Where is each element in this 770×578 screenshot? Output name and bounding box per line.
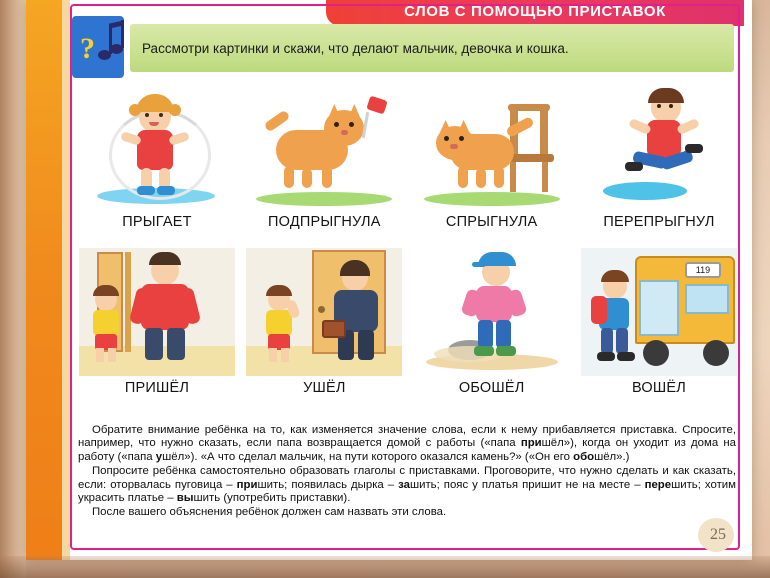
boy-leg-left <box>96 348 104 362</box>
notes-paragraph-3: После вашего объяснения ребёнок должен сам назвать эти слова. <box>92 506 447 519</box>
ground-shadow <box>256 192 392 206</box>
bus-route-number: 119 <box>695 265 711 275</box>
notes-p2-bold3: пере <box>644 478 672 491</box>
cat-jumping-up-illustration <box>246 82 402 210</box>
father-hair <box>149 252 181 265</box>
music-note-question-icon <box>72 16 124 78</box>
notes-p1-bold2: у <box>155 450 163 463</box>
notes-p1-seg3: шёл»). «А что сделал мальчик, на пути которого оказался камень?» («Он его <box>162 450 574 463</box>
boy-leg-left <box>478 320 493 348</box>
girl-pigtail-right <box>169 104 181 116</box>
cat-leg-1 <box>458 166 468 188</box>
notes-paragraph-1 <box>78 424 736 464</box>
parent-notes-text <box>78 424 736 521</box>
father-leaving-illustration <box>246 248 402 376</box>
boy-backpack <box>591 296 607 324</box>
bus-window <box>685 284 729 314</box>
ground-shadow <box>424 192 560 206</box>
notes-p2-bold4: вы <box>176 492 194 505</box>
boy-leg-right <box>616 328 628 354</box>
picture-cell-boy-walked-around <box>413 248 571 396</box>
bus-wheel-rear <box>703 340 729 366</box>
boy-shirt <box>647 120 681 158</box>
boy-shoe-left <box>597 352 615 361</box>
boy-eye-right <box>669 104 673 108</box>
notes-p1-seg1: Обратите внимание ребёнка на то, как изменяется значение слова, если к нему прибавляется приставка. Спросите, например, что нужно сказать, если папа возвращается домой с работы («папа <box>78 424 736 450</box>
boy-shoe-left <box>474 346 494 356</box>
boy-leg-left <box>269 348 277 362</box>
toy-bow <box>367 96 388 115</box>
caption-label: СПРЫГНУЛА <box>445 214 538 230</box>
cap-visor <box>472 262 486 267</box>
briefcase <box>322 320 346 338</box>
picture-cell-cat-jumped-up <box>245 82 403 230</box>
girl-eye-left <box>145 113 149 117</box>
cat-leg-3 <box>494 166 504 188</box>
notes-p1-seg4: шёл».) <box>594 450 630 463</box>
book-page-sheet <box>26 0 752 560</box>
cat-eye-left <box>444 136 449 141</box>
boy-leg-left <box>601 328 613 354</box>
boy-shoe-right <box>685 144 703 153</box>
toy-string <box>362 112 369 138</box>
chair-back-right <box>540 106 548 160</box>
picture-cell-boy-entered-bus <box>580 248 738 396</box>
father-leg-right <box>167 328 185 360</box>
boy-leg-right <box>108 348 116 362</box>
door-frame <box>125 252 131 352</box>
caption-label: ОБОШЁЛ <box>458 380 525 396</box>
cat-tail <box>264 109 291 132</box>
boy-jumping-over-puddle-illustration <box>581 82 737 210</box>
book-left-edge <box>0 0 26 578</box>
boy-leg-right <box>281 348 289 362</box>
picture-cell-cat-jumped-down <box>413 82 571 230</box>
boy-leg-right <box>496 320 511 348</box>
boy-shoe-right <box>617 352 635 361</box>
boy-hair <box>93 285 119 296</box>
notes-p2-seg2: зать, если: оторвалась пуговица – <box>78 465 736 491</box>
girl-pigtail-left <box>129 104 141 116</box>
cat-leg-2 <box>302 168 312 188</box>
boy-shirt <box>476 286 512 322</box>
page-title: СЛОВ С ПОМОЩЬЮ ПРИСТАВОК <box>404 2 666 20</box>
bus-wheel-front <box>643 340 669 366</box>
girl-shoe-left <box>137 186 155 195</box>
boy-shoe-left <box>625 162 643 171</box>
notes-p1-bold3: обо <box>573 450 595 463</box>
picture-row-1 <box>78 82 738 230</box>
picture-row-2 <box>78 248 738 396</box>
page-header-bar <box>326 0 744 26</box>
book-bottom-edge <box>0 556 770 578</box>
boy-walking-around-stone-illustration <box>414 248 570 376</box>
boy-shirt <box>266 310 292 336</box>
girl-eye-right <box>159 113 163 117</box>
caption-label: ПРЫГАЕТ <box>122 214 192 230</box>
bus-door <box>639 280 679 336</box>
notes-p2-seg1: Попросите ребёнка самостоятельно образовать глаголы с приставками. Проговорите, что нужно сделать и как ска <box>92 465 711 478</box>
note-head-2 <box>110 44 123 54</box>
page-left-orange-band <box>26 0 62 560</box>
question-mark-glyph: ? <box>80 32 95 65</box>
girl-shoe-right <box>157 186 175 195</box>
notes-p2-seg5: шить; хотим украсить платье – <box>78 478 736 505</box>
cat-eye-right <box>459 136 464 141</box>
notes-p2-seg4: шить; пояс у платья пришит не на месте – <box>409 478 645 491</box>
boy-entering-bus-illustration <box>581 248 737 376</box>
cat-leg-2 <box>476 168 486 188</box>
cat-leg-3 <box>322 166 332 188</box>
caption-label: ПЕРЕПРЫГНУЛ <box>603 214 715 230</box>
note-head-1 <box>98 50 111 60</box>
girl-jumping-rope-illustration <box>79 82 235 210</box>
page-number: 25 <box>710 526 726 543</box>
boy-arm-left <box>628 118 652 135</box>
girl-dress <box>137 130 173 170</box>
picture-cell-father-left <box>245 248 403 396</box>
chair-leg-right <box>542 162 548 192</box>
caption-label: ПОДПРЫГНУЛА <box>268 214 381 230</box>
boy-shoe-right <box>496 346 516 356</box>
boy-hair <box>648 88 684 103</box>
instruction-text: Рассмотри картинки и скажи, что делают мальчик, девочка и кошка. <box>142 40 569 56</box>
instruction-banner <box>130 24 734 72</box>
cat-nose <box>341 130 348 135</box>
page-left-cream-band <box>62 0 70 560</box>
picture-cell-boy-jumped-over <box>580 82 738 230</box>
picture-cell-father-arrived <box>78 248 236 396</box>
cat-jumping-down-illustration <box>414 82 570 210</box>
caption-label: ВОШЁЛ <box>632 380 686 396</box>
bus-route-sign <box>685 262 721 278</box>
picture-cell-jumping-girl <box>78 82 236 230</box>
boy-arm-right <box>676 118 700 135</box>
caption-label: УШЁЛ <box>303 380 346 396</box>
notes-p2-seg6: шить (употребить приставки). <box>193 492 351 505</box>
father-arrived-illustration <box>79 248 235 376</box>
father-leg-right <box>358 330 374 360</box>
cat-leg-1 <box>284 166 294 188</box>
caption-label: ПРИШЁЛ <box>124 380 190 396</box>
chair-leg-left <box>510 162 516 192</box>
father-leg-left <box>145 328 163 360</box>
notes-p1-seg2: шёл»), когда он уходит из дома на работу («папа <box>78 437 737 463</box>
notes-p1-bold1: при <box>520 437 542 450</box>
puddle <box>603 182 687 200</box>
boy-eye-left <box>657 104 661 108</box>
notes-paragraph-2 <box>78 465 736 505</box>
notes-p2-bold2: за <box>398 478 410 491</box>
notes-p2-seg3: шить; появилась дырка – <box>257 478 399 491</box>
boy-shirt <box>93 310 119 336</box>
cat-nose <box>450 144 458 149</box>
chair-top-rail <box>508 104 550 111</box>
notes-p2-bold1: при <box>236 478 258 491</box>
